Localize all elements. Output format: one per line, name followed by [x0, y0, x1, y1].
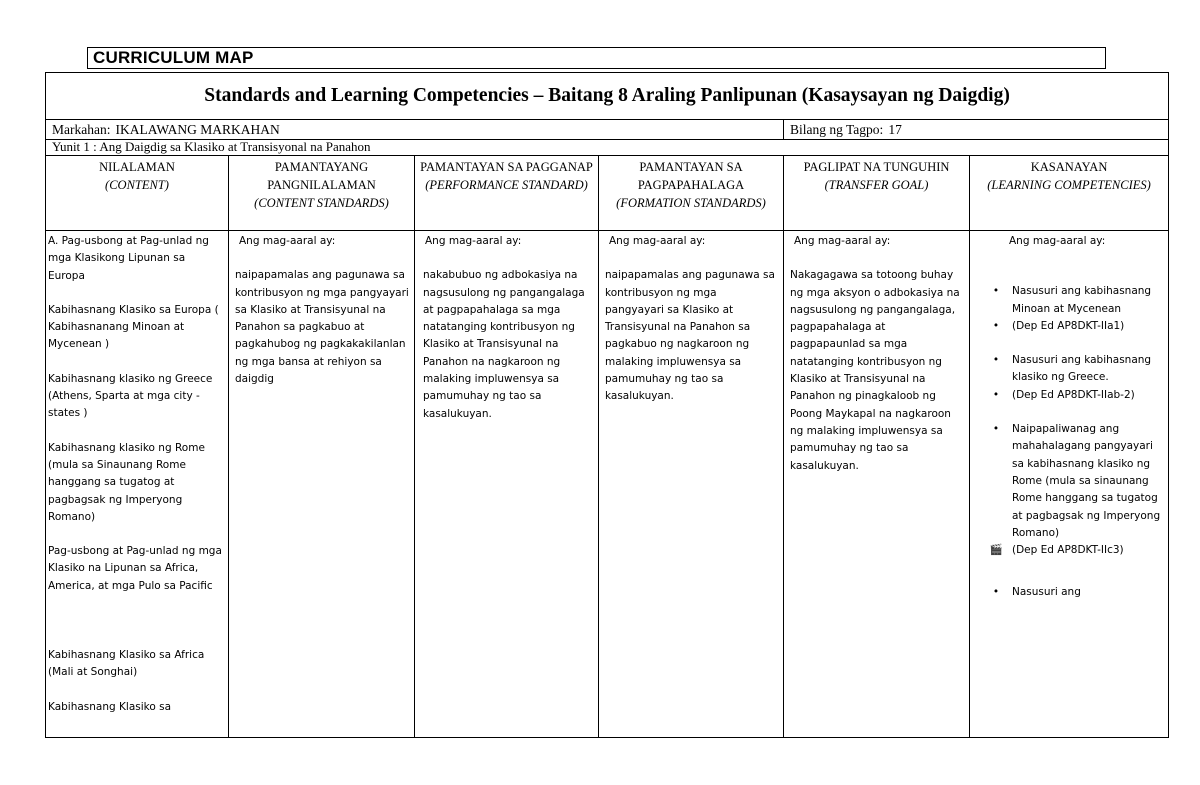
list-item	[972, 283, 1163, 318]
bullet-icon: •	[992, 388, 1000, 401]
content-item: Kabihasnang Klasiko sa Africa (Mali at Songhai)	[48, 649, 205, 679]
intro-text: Ang mag-aaral ay:	[794, 235, 891, 247]
header-performance-standard	[415, 156, 599, 231]
content-item: Kabihasnang klasiko ng Rome (mula sa Sinaunang Rome hanggang sa tugatog at pagbagsak ng Imperyong Romano)	[48, 441, 205, 523]
content-item: A. Pag-usbong at Pag-unlad ng mga Klasikong Lipunan sa Europa	[48, 235, 209, 282]
performance-standard-text: nakabubuo ng adbokasiya na nagsusulong ng pangangalaga at pagpapahalaga sa mga natatanging kontribusyon ng Klasiko at Transisyunal na Panahon na nagkaroon ng malaking impluwensya sa pamumuhay ng tao sa kasalukuyan.	[423, 269, 585, 420]
list-item	[972, 387, 1163, 404]
content-standard-text: naipapamalas ang pagunawa sa kontribusyon ng mga pangyayari sa Klasiko at Transisyunal na Panahon sa pagkabuo at pagkahubog ng pagkakakilanlan ng mga bansa at rehiyon sa daigdig	[235, 269, 409, 386]
intro-text: Ang mag-aaral ay:	[239, 235, 336, 247]
performance-standard-column	[415, 231, 599, 738]
content-item: Kabihasnang Klasiko sa Europa ( Kabihasnanang Minoan at Mycenean )	[48, 303, 219, 351]
intro-text: Ang mag-aaral ay:	[425, 235, 522, 247]
bullet-icon: •	[992, 586, 1000, 599]
bilang-label: Bilang ng Tagpo:	[790, 121, 884, 137]
content-item: Kabihasnang klasiko ng Greece (Athens, Sparta at mga city - states )	[48, 372, 213, 420]
list-item	[972, 584, 1163, 601]
transfer-goal-text: Nakagagawa sa totoong buhay ng mga aksyon o adbokasiya na nagsusulong ng pangangalaga, pagpapahalaga at pagpapaunlad sa mga natatanging kontribusyon ng Klasiko at Transisyunal na Panahon ng pinagkaloob ng Poong Maykapal na nagkaroon ng malaking impluwensya sa pamumuhay ng tao sa kasalukuyan.	[790, 269, 960, 472]
competency-list	[972, 283, 1163, 601]
transfer-goal-column	[784, 231, 970, 738]
markahan-field	[46, 120, 784, 140]
header-formation-standards	[599, 156, 784, 231]
formation-standards-column	[599, 231, 784, 738]
header-en: (CONTENT)	[105, 178, 169, 192]
header-en: (CONTENT STANDARDS)	[254, 196, 389, 210]
document-title: Standards and Learning Competencies – Baitang 8 Araling Panlipunan (Kasaysayan ng Daigdig)	[46, 73, 1169, 120]
header-en: (TRANSFER GOAL)	[824, 178, 929, 192]
header-content	[46, 156, 229, 231]
header-en: (PERFORMANCE STANDARD)	[425, 178, 588, 192]
clapper-icon: 🎬	[989, 544, 1003, 557]
header-en: (FORMATION STANDARDS)	[616, 196, 766, 210]
bullet-icon: •	[992, 423, 1000, 436]
curriculum-table	[45, 72, 1169, 738]
bilang-value: 17	[888, 121, 902, 137]
list-item	[972, 352, 1163, 387]
competency-text: Naipapaliwanag ang mahahalagang pangyayari sa kabihasnang klasiko ng Rome (mula sa sinaunang Rome hanggang sa tugatog at pagbagsak ng Imperyong Romano)	[1012, 423, 1161, 539]
yunit-title: Yunit 1 : Ang Daigdig sa Klasiko at Transisyonal na Panahon	[46, 140, 1169, 156]
content-item: Kabihasnang Klasiko sa	[48, 700, 172, 713]
header-tl: KASANAYAN	[1030, 160, 1108, 174]
header-en: (LEARNING COMPETENCIES)	[987, 178, 1151, 192]
bilang-field	[784, 120, 1169, 140]
markahan-label: Markahan:	[52, 121, 111, 137]
bullet-icon: •	[992, 354, 1000, 367]
bullet-icon: •	[992, 319, 1000, 332]
content-standards-column	[229, 231, 415, 738]
curriculum-map-heading: CURRICULUM MAP	[87, 47, 1106, 69]
markahan-value: IKALAWANG MARKAHAN	[115, 121, 280, 137]
header-tl: PAMANTAYAN SA PAGGANAP	[420, 160, 593, 174]
list-item	[972, 542, 1163, 559]
header-tl: PAGLIPAT NA TUNGUHIN	[803, 160, 950, 174]
learning-competencies-column	[970, 231, 1169, 738]
formation-standard-text: naipapamalas ang pagunawa sa kontribusyon ng mga pangyayari sa Klasiko at Transisyunal na Panahon sa pagkabuo ng nagkaroon ng malaking impluwensya sa pamumuhay ng tao sa kasalukuyan.	[605, 269, 775, 403]
competency-code: (Dep Ed AP8DKT-IIc3)	[1012, 544, 1124, 557]
competency-code: (Dep Ed AP8DKT-IIa1)	[1012, 319, 1125, 332]
competency-code: (Dep Ed AP8DKT-IIab-2)	[1012, 388, 1135, 401]
content-column	[46, 231, 229, 738]
header-learning-competencies	[970, 156, 1169, 231]
header-content-standards	[229, 156, 415, 231]
content-item: Pag-usbong at Pag-unlad ng mga Klasiko na Lipunan sa Africa, America, at mga Pulo sa Pacific	[48, 545, 222, 592]
competency-text: Nasusuri ang	[1012, 586, 1081, 599]
bullet-icon: •	[992, 285, 1000, 298]
competency-text: Nasusuri ang kabihasnang klasiko ng Greece.	[1012, 354, 1152, 384]
header-tl: PAMANTAYAN SA PAGPAPAHALAGA	[637, 160, 745, 192]
list-item	[972, 318, 1163, 335]
intro-text: Ang mag-aaral ay:	[1009, 235, 1106, 247]
header-tl: PAMANTAYANG PANGNILALAMAN	[267, 160, 376, 192]
intro-text: Ang mag-aaral ay:	[609, 235, 706, 247]
header-tl: NILALAMAN	[99, 160, 175, 174]
header-transfer-goal	[784, 156, 970, 231]
list-item	[972, 421, 1163, 542]
competency-text: Nasusuri ang kabihasnang Minoan at Mycenean	[1012, 285, 1152, 315]
